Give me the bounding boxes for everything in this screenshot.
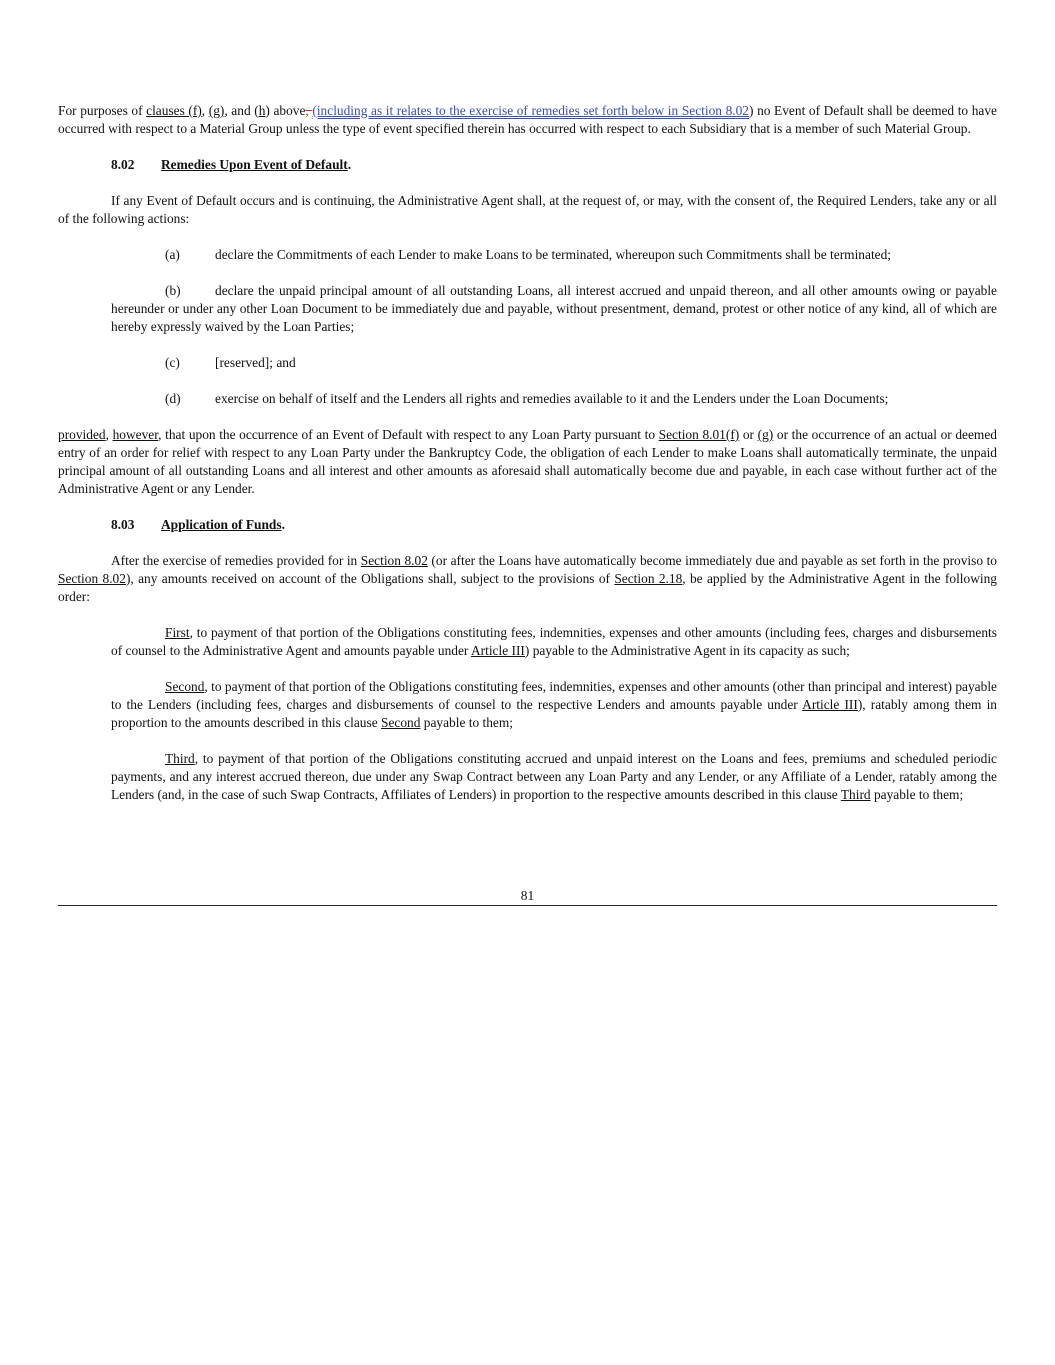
section-803-heading: 8.03 Application of Funds. xyxy=(111,517,285,532)
footer-rule xyxy=(58,905,997,906)
intro-paragraph: For purposes of clauses (f), (g), and (h) above, (including as it relates to the exercise of remedies set forth below in Section 8.02) no Event of Default shall be deemed to have occurred with respect to a Material Group unless the type of event specified therein has occurred with respect to each Subsidiary that is a member of such Material Group. xyxy=(58,103,997,136)
document-page xyxy=(58,102,997,804)
waterfall-second: Second, to payment of that portion of the Obligations constituting fees, indemnities, expenses and other amounts (other than principal and interest) payable to the Lenders (including fees, charges and disbursements of counsel to the respective Lenders and amounts payable under Article III), ratably among them in proportion to the amounts described in this clause Second payable to them; xyxy=(111,679,997,730)
section-title: Application of Funds xyxy=(161,517,282,532)
clause-b: (b) declare the unpaid principal amount of all outstanding Loans, all interest accrued and unpaid thereon, and all other amounts owing or payable hereunder or under any other Loan Document to be immediately due and payable, without presentment, demand, protest or other notice of any kind, all of which are hereby expressly waived by the Loan Parties; xyxy=(111,283,997,334)
clause-c: (c) [reserved]; and xyxy=(165,355,296,370)
waterfall-first: First, to payment of that portion of the Obligations constituting fees, indemnities, expenses and other amounts (including fees, charges and disbursements of counsel to the Administrative Agent and amounts payable under Article III) payable to the Administrative Agent in its capacity as such; xyxy=(111,625,997,658)
page-number: 81 xyxy=(520,888,535,903)
clause-g-ref: (g) xyxy=(208,103,225,118)
clause-f-ref: clauses (f) xyxy=(146,103,202,118)
inserted-text: (including as it relates to the exercise of remedies set forth below in Section 8.02 xyxy=(312,103,750,118)
section-title: Remedies Upon Event of Default xyxy=(161,157,348,172)
clause-h-ref: h xyxy=(258,103,266,118)
section-801g-ref: (g) xyxy=(757,427,774,442)
section-802-heading: 8.02 Remedies Upon Event of Default. xyxy=(111,157,352,172)
section-803-lead: After the exercise of remedies provided for in Section 8.02 (or after the Loans have automatically become immediately due and payable as set forth in the proviso to Section 8.02), any amounts received on account of the Obligations shall, subject to the provisions of Section 2.18, be applied by the Administrative Agent in the following order: xyxy=(58,553,997,604)
clause-a: (a) declare the Commitments of each Lender to make Loans to be terminated, whereupon such Commitments shall be terminated; xyxy=(165,247,892,262)
clause-d: (d) exercise on behalf of itself and the Lenders all rights and remedies available to it and the Lenders under the Loan Documents; xyxy=(165,391,889,406)
waterfall-third: Third, to payment of that portion of the Obligations constituting accrued and unpaid interest on the Loans and fees, premiums and scheduled periodic payments, and any interest accrued thereon, due under any Swap Contract between any Loan Party and any Lender, or any Affiliate of a Lender, ratably among the Lenders (and, in the case of such Swap Contracts, Affiliates of Lenders) in proportion to the respective amounts described in this clause Third payable to them; xyxy=(111,751,997,802)
section-number: 8.03 xyxy=(111,517,135,532)
section-802-lead: If any Event of Default occurs and is continuing, the Administrative Agent shall, at the request of, or may, with the consent of, the Required Lenders, take any or all of the following actions: xyxy=(58,193,997,226)
deleted-text: , xyxy=(305,103,313,118)
section-number: 8.02 xyxy=(111,157,135,172)
proviso-paragraph: provided, however, that upon the occurrence of an Event of Default with respect to any Loan Party pursuant to Section 8.01(f) or (g) or the occurrence of an actual or deemed entry of an order for relief with respect to any Loan Party under the Bankruptcy Code, the obligation of each Lender to make Loans shall automatically terminate, the unpaid principal amount of all outstanding Loans and all interest and other amounts as aforesaid shall automatically become due and payable, in each case without further act of the Administrative Agent or any Lender. xyxy=(58,427,997,496)
section-801f-ref: Section 8.01(f) xyxy=(658,427,740,442)
